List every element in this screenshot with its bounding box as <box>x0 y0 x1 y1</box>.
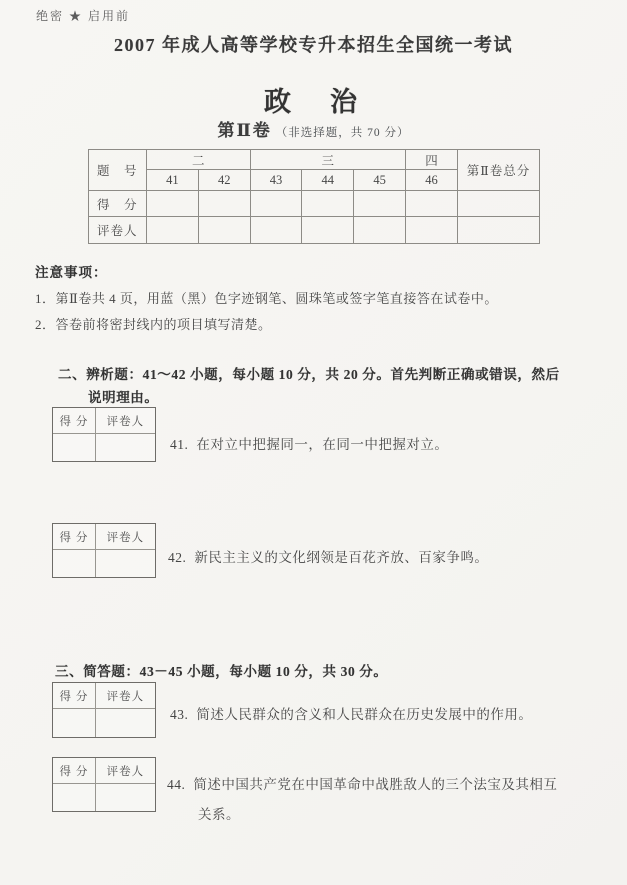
score-box-q42 <box>52 523 156 578</box>
score-box-grader-label: 评卷人 <box>96 408 155 434</box>
score-box-grader-label: 评卷人 <box>96 758 155 784</box>
section-two-heading: 二、辨析题：41～42 小题，每小题 10 分，共 20 分。首先判断正确或错误，然后说明理由。 <box>58 367 560 405</box>
score-box-score-label: 得 分 <box>53 408 96 434</box>
score-box-score-entry <box>53 434 96 461</box>
score-box-score-label: 得 分 <box>53 758 96 784</box>
part-heading <box>0 116 627 141</box>
note-number: 1． <box>35 291 56 306</box>
score-box-score-entry <box>53 709 96 737</box>
part-note: （非选择题，共 70 分） <box>275 127 410 139</box>
total-column-label: 第Ⅱ卷总分 <box>458 150 540 191</box>
note-text: 答卷前将密封线内的项目填写清楚。 <box>55 317 272 332</box>
total-grader-entry-cell <box>458 217 540 244</box>
score-box-q43 <box>52 682 156 738</box>
score-box-q44 <box>52 757 156 812</box>
score-box-grader-entry <box>96 709 155 737</box>
score-box-grader-entry <box>96 550 155 577</box>
group-header-two: 二 <box>147 150 251 170</box>
grader-entry-cell <box>147 217 199 244</box>
question-44 <box>167 770 569 830</box>
question-text: 简述中国共产党在中国革命中战胜敌人的三个法宝及其相互关系。 <box>193 777 558 822</box>
score-entry-cell <box>354 191 406 217</box>
question-number-cell: 46 <box>406 170 458 191</box>
question-41 <box>170 430 590 460</box>
question-number: 44. <box>167 777 186 792</box>
score-box-grader-entry <box>96 784 155 811</box>
question-number: 43. <box>170 707 189 722</box>
score-box-grader-entry <box>96 434 155 461</box>
question-text: 在对立中把握同一，在同一中把握对立。 <box>196 437 449 452</box>
subject-title: 政 治 <box>264 87 363 117</box>
total-score-entry-cell <box>458 191 540 217</box>
grader-row-label: 评卷人 <box>89 217 147 244</box>
score-entry-cell <box>406 191 458 217</box>
score-summary-table <box>88 149 540 244</box>
score-row-label: 得 分 <box>89 191 147 217</box>
score-entry-cell <box>147 191 199 217</box>
grader-entry-cell <box>250 217 302 244</box>
grader-entry-cell <box>354 217 406 244</box>
note-item <box>35 288 595 307</box>
exam-title: 2007 年成人高等学校专升本招生全国统一考试 <box>114 35 513 55</box>
note-number: 2． <box>35 317 56 332</box>
question-42 <box>168 543 598 573</box>
section-three-heading: 三、简答题：43－45 小题，每小题 10 分，共 30 分。 <box>55 664 388 679</box>
question-number-cell: 44 <box>302 170 354 191</box>
question-43 <box>170 700 600 730</box>
score-box-score-label: 得 分 <box>53 524 96 550</box>
score-box-grader-label: 评卷人 <box>96 524 155 550</box>
question-number: 42. <box>168 550 187 565</box>
question-text: 新民主主义的文化纲领是百花齐放、百家争鸣。 <box>194 550 489 565</box>
part-label: 第Ⅱ卷 <box>217 121 272 140</box>
score-box-score-entry <box>53 550 96 577</box>
security-mark: 绝密 ★ 启用前 <box>36 9 131 23</box>
question-number-cell: 41 <box>147 170 199 191</box>
question-number-cell: 45 <box>354 170 406 191</box>
score-box-grader-label: 评卷人 <box>96 683 155 709</box>
score-entry-cell <box>198 191 250 217</box>
score-box-q41 <box>52 407 156 462</box>
notes-heading: 注意事项： <box>35 265 108 280</box>
question-number-cell: 42 <box>198 170 250 191</box>
group-header-four: 四 <box>406 150 458 170</box>
question-row-label: 题 号 <box>89 150 147 191</box>
score-box-score-label: 得 分 <box>53 683 96 709</box>
grader-entry-cell <box>198 217 250 244</box>
question-number: 41. <box>170 437 189 452</box>
note-text: 第Ⅱ卷共 4 页，用蓝（黑）色字迹钢笔、圆珠笔或签字笔直接答在试卷中。 <box>55 291 498 306</box>
score-entry-cell <box>302 191 354 217</box>
score-entry-cell <box>250 191 302 217</box>
grader-entry-cell <box>302 217 354 244</box>
question-text: 简述人民群众的含义和人民群众在历史发展中的作用。 <box>196 707 533 722</box>
score-box-score-entry <box>53 784 96 811</box>
note-item <box>35 314 595 333</box>
grader-entry-cell <box>406 217 458 244</box>
group-header-three: 三 <box>250 150 405 170</box>
question-number-cell: 43 <box>250 170 302 191</box>
